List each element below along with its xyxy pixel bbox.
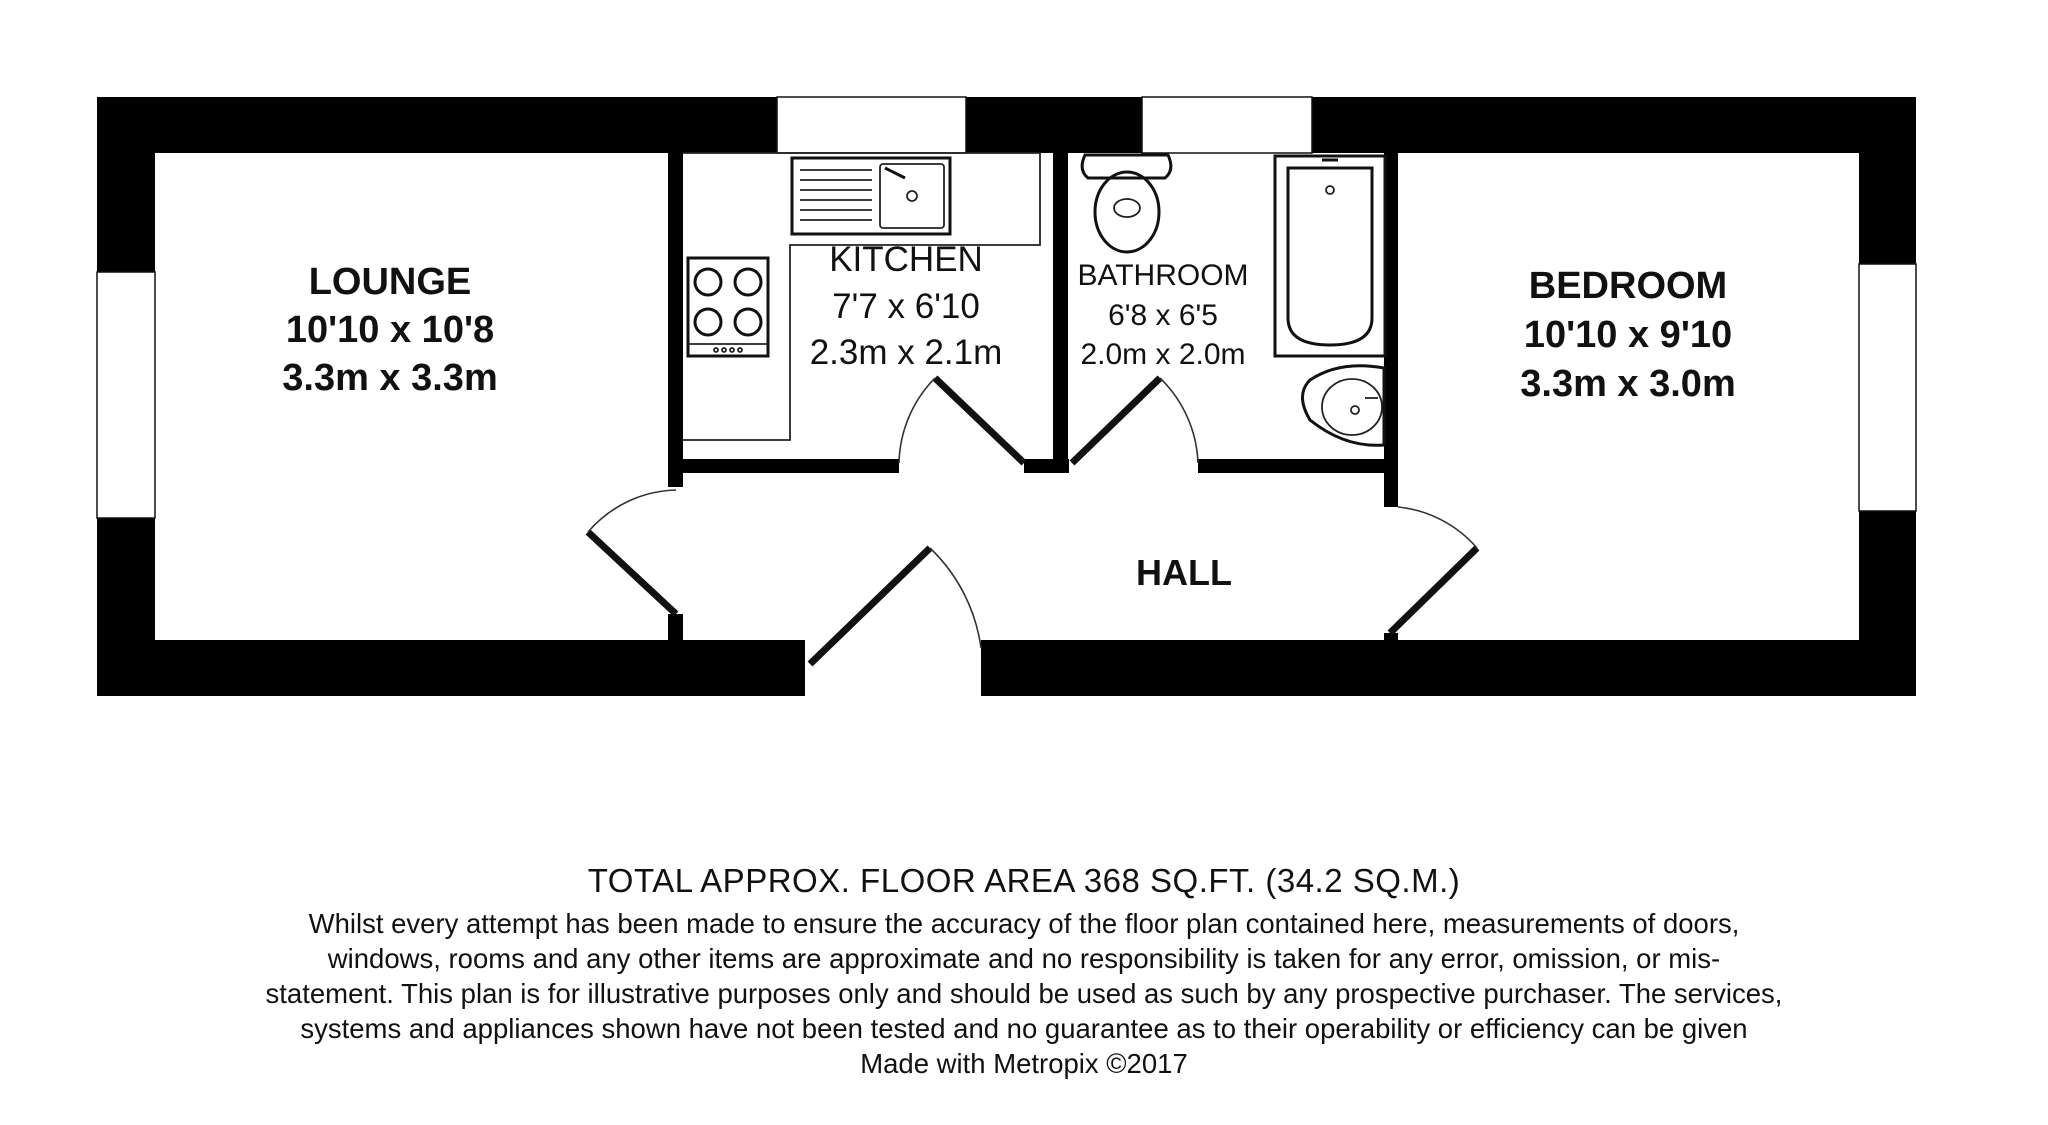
basin-icon (1303, 366, 1385, 446)
left-wall-bottom (97, 518, 155, 696)
window-bathroom (1142, 97, 1312, 153)
window-bedroom (1859, 264, 1916, 511)
door-kitchen-swing (899, 378, 935, 463)
door-bathroom-swing (1160, 378, 1198, 463)
sink-icon (792, 158, 950, 234)
right-wall-bottom (1859, 511, 1916, 696)
lounge-metric: 3.3m x 3.3m (282, 357, 498, 399)
door-entrance (810, 548, 930, 664)
hall-name: HALL (1136, 552, 1232, 593)
door-bedroom-swing (1398, 507, 1477, 548)
hob-icon (688, 258, 768, 356)
toilet-icon (1082, 155, 1171, 252)
wall-lounge-hall-lower (668, 614, 683, 640)
bedroom-name: BEDROOM (1528, 265, 1728, 307)
total-floor-area: TOTAL APPROX. FLOOR AREA 368 SQ.FT. (34.2 SQ.M.) (587, 862, 1461, 899)
top-wall-left (97, 97, 777, 153)
bottom-wall-right (981, 640, 1916, 696)
bathtub-icon (1275, 156, 1385, 356)
right-wall-top (1859, 97, 1916, 264)
door-lounge (588, 532, 676, 614)
door-lounge-swing (588, 490, 676, 532)
wall-kitchen-hall-left (668, 459, 899, 473)
kitchen-name: KITCHEN (829, 240, 983, 279)
bedroom-imperial: 10'10 x 9'10 (1523, 314, 1733, 356)
credit-text: Made with Metropix ©2017 (860, 1048, 1188, 1079)
door-kitchen (935, 378, 1024, 463)
bathroom-imperial: 6'8 x 6'5 (1108, 299, 1218, 332)
windows (97, 97, 1916, 518)
kitchen-metric: 2.3m x 2.1m (809, 333, 1003, 372)
door-bedroom (1390, 548, 1477, 633)
plan-footer (0, 862, 2048, 1081)
lounge-imperial: 10'10 x 10'8 (285, 309, 495, 351)
wall-lounge-kitchen (668, 153, 683, 487)
room-labels (282, 240, 1735, 593)
window-lounge (97, 272, 155, 518)
bottom-wall-left (97, 640, 805, 696)
top-wall-middle (966, 97, 1142, 153)
kitchen-imperial: 7'7 x 6'10 (832, 287, 980, 326)
bedroom-metric: 3.3m x 3.0m (1520, 363, 1736, 405)
wall-kitchen-bathroom (1053, 153, 1068, 473)
top-wall-right (1312, 97, 1916, 153)
window-kitchen (777, 97, 966, 153)
bathroom-name: BATHROOM (1077, 259, 1249, 292)
disclaimer-text: Whilst every attempt has been made to ensure the accuracy of the floor plan contained here, measurements of doors, windows, rooms and any other items are approximate and no responsibility is taken for any error, omission, or mis-statement. This plan is for illustrative purposes only and should be used as such by any prospective purchaser. The services, systems and appliances shown have not been tested and no guarantee as to their operability or efficiency can be given (265, 908, 1783, 1044)
left-wall-top (97, 97, 155, 272)
bathroom-metric: 2.0m x 2.0m (1080, 338, 1246, 371)
wall-bathroom-hall (1198, 459, 1387, 473)
lounge-name: LOUNGE (308, 261, 472, 303)
door-bathroom (1072, 378, 1160, 463)
door-entrance-swing (930, 548, 981, 648)
doors (588, 378, 1477, 664)
wall-bedroom-hall-lower (1384, 633, 1398, 640)
